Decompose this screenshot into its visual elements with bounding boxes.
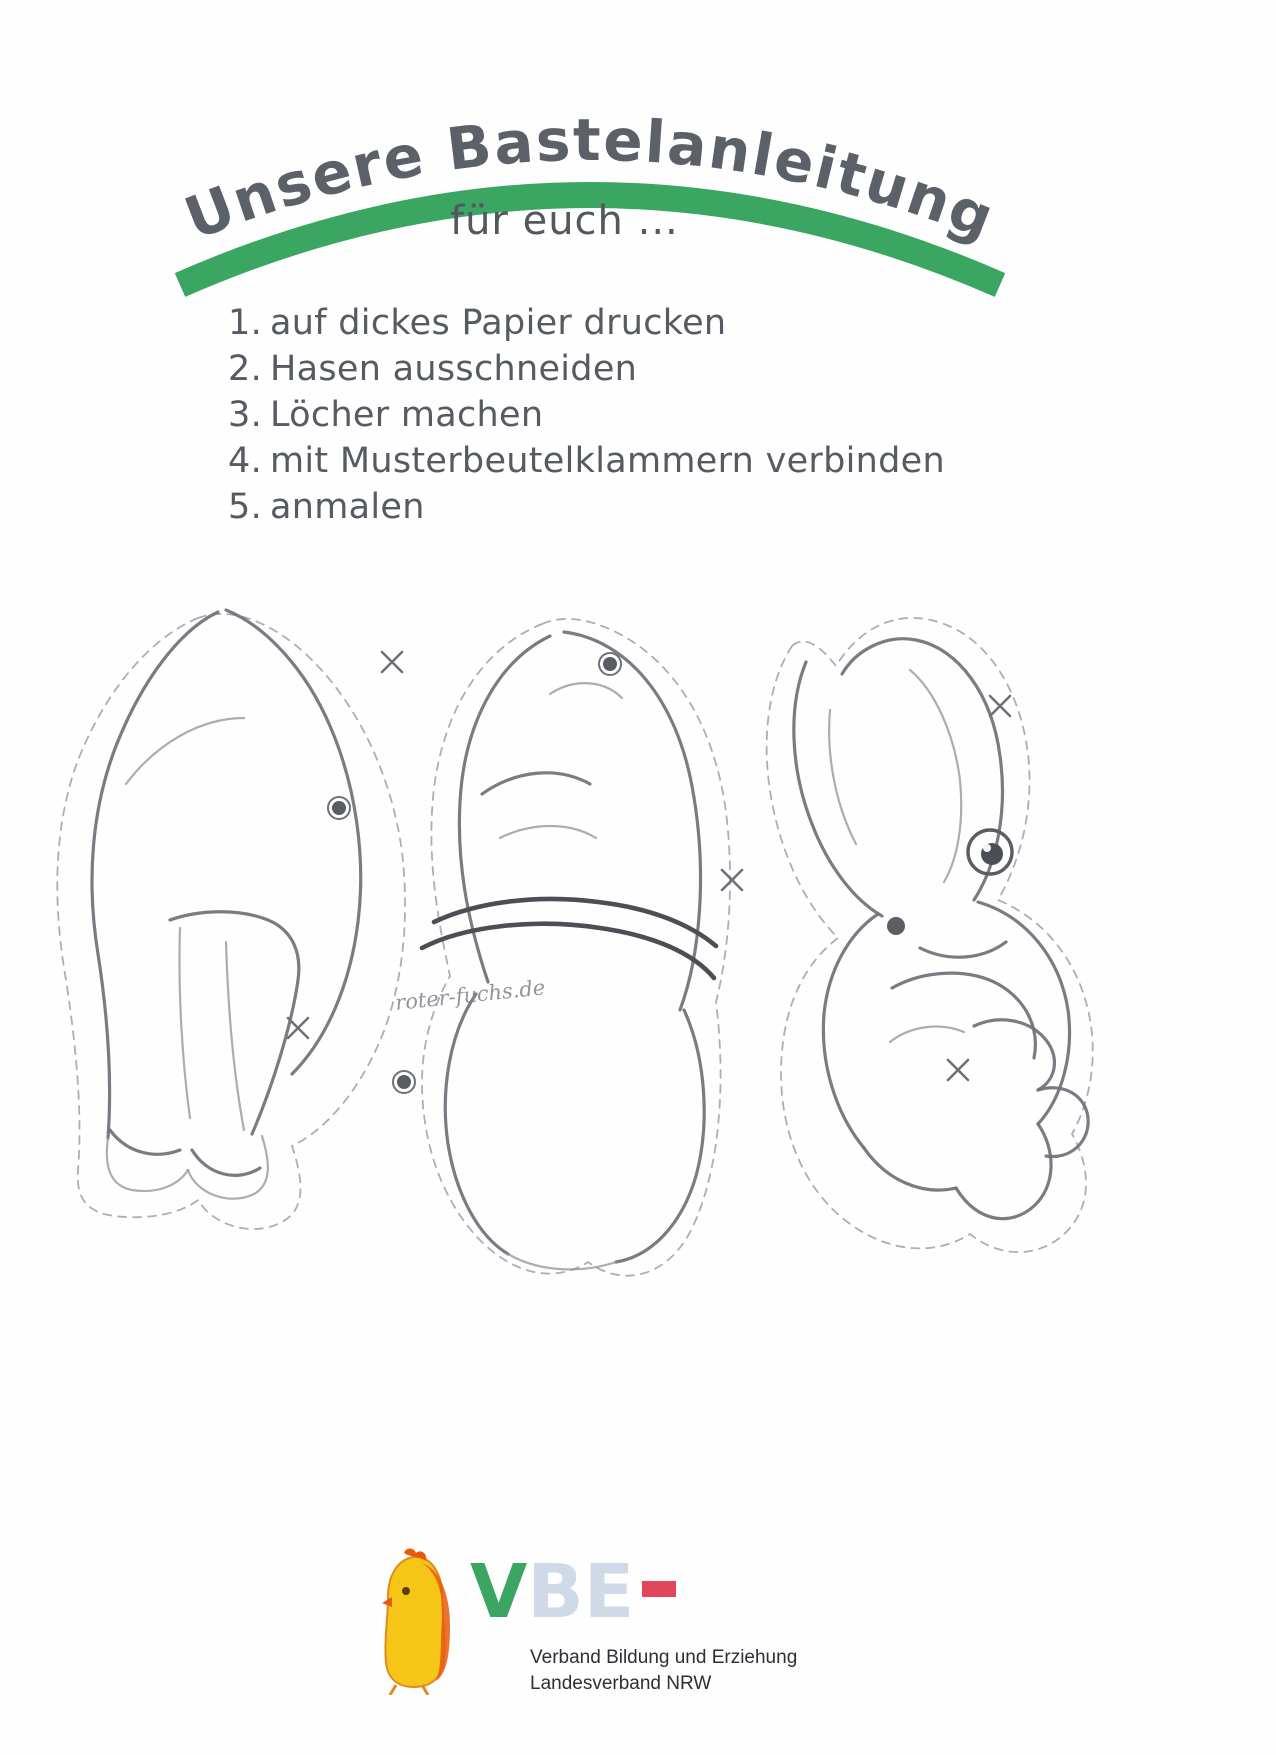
arched-title-graphic xyxy=(120,70,1060,300)
rabbit-body-part xyxy=(382,619,742,1276)
logo-letter-v: V xyxy=(470,1549,528,1635)
logo-accent-bar xyxy=(642,1581,676,1597)
x-mark xyxy=(990,696,1010,716)
logo-letter-e: E xyxy=(583,1549,635,1635)
hole-dot xyxy=(603,657,617,671)
step-number: 5. xyxy=(228,487,262,527)
logo-letter-b: B xyxy=(527,1549,584,1635)
footer-logo-area xyxy=(370,1545,910,1725)
vbe-logo xyxy=(470,1549,700,1635)
rabbit-parts-sketch xyxy=(30,590,1150,1330)
chick-mascot-icon xyxy=(370,1545,460,1695)
watermark-text: roter-fuchs.de xyxy=(394,975,547,1015)
organisation-name xyxy=(530,1645,797,1697)
instruction-list xyxy=(228,300,1128,530)
list-item xyxy=(228,392,1128,438)
craft-template-illustration xyxy=(30,590,1150,1330)
step-number: 4. xyxy=(228,441,262,481)
x-mark xyxy=(948,1060,968,1080)
list-item xyxy=(228,300,1128,346)
list-item xyxy=(228,346,1128,392)
header-area xyxy=(120,70,1060,300)
step-text: Hasen ausschneiden xyxy=(270,349,638,389)
arched-title-text: Unsere Bastelanleitung xyxy=(175,105,1005,253)
step-number: 3. xyxy=(228,395,262,435)
hole-dot xyxy=(397,1075,411,1089)
step-text: anmalen xyxy=(270,487,425,527)
organisation-line-1: Verband Bildung und Erziehung xyxy=(530,1647,798,1668)
subtitle: für euch ... xyxy=(450,198,679,244)
list-item xyxy=(228,438,1128,484)
hole-dot xyxy=(332,801,346,815)
step-text: mit Musterbeutelklammern verbinden xyxy=(270,441,945,481)
step-number: 1. xyxy=(228,303,262,343)
x-mark xyxy=(722,870,742,890)
list-item xyxy=(228,484,1128,530)
step-text: auf dickes Papier drucken xyxy=(270,303,727,343)
x-mark xyxy=(288,1018,308,1038)
rabbit-head-part xyxy=(767,618,1093,1252)
step-number: 2. xyxy=(228,349,262,389)
x-mark xyxy=(382,652,402,672)
step-text: Löcher machen xyxy=(270,395,544,435)
organisation-line-2: Landesverband NRW xyxy=(530,1673,712,1694)
nose-dot xyxy=(887,917,905,935)
rabbit-hindlegs-part xyxy=(57,610,405,1229)
